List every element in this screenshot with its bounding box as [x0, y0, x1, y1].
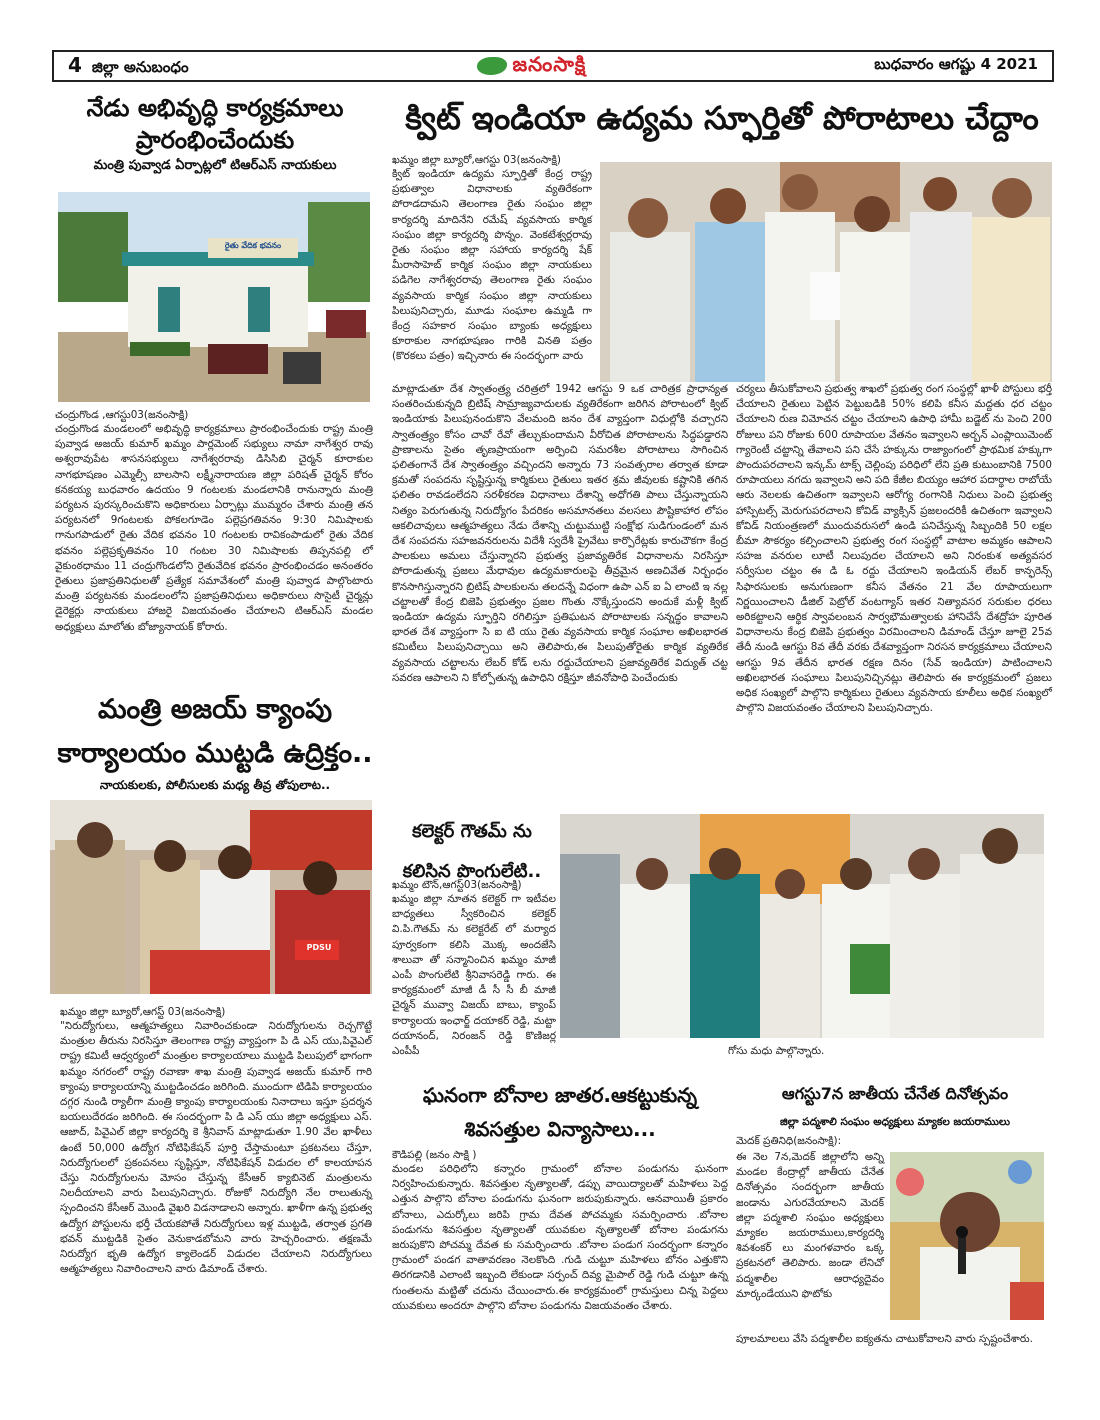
- section-name: జిల్లా అనుబంధం: [91, 57, 189, 76]
- story5-body: మండల పరిధిలోని కన్నారం గ్రామంలో బోనాల పండుగను ఘనంగా నిర్వహించుకున్నారు. శివసత్తుల నృత్యాలతో, డప్పు వాయిద్యాలతో మహిళలు పెద్ద ఎత్తున పాల్గొని బోనాల పండుగను ఘనంగా జరుపుకున్నారు. ఆనవాయితీ ప్రకారం బోనాలు, ఎదుర్కోలు జరిపి గ్రామ దేవత పోచమ్మకు సమర్పించారు .బోనాల పండుగను శివసత్తుల నృత్యాలతో యువకుల నృత్యాలతో బోనాల పండుగను జరుపుకొని పోచమ్మ దేవత కు సమర్పించారు .బోనాల పండుగ సందర్భంగా కన్నారం గ్రామంలో పండగ వాతావరణం నెలకొంది .గుడి చుట్టూ మహిళలు బోనం ఎత్తుకొని తిరగడానికి ఎలాంటి ఇబ్బంది లేకుండా సర్పంచ్ దివ్య మైపాల్ రెడ్డి గుడి చుట్టూ ఉన్న గుంతలను మట్టితో చదును చేయించారు.ఈ కార్యక్రమంలో గ్రామస్తులు చిన్న పెద్దలు యువకులు అందరూ పాల్గొని బోనాల పండుగను విజయవంతం చేశారు.: [392, 1163, 728, 1312]
- story5-headline: [392, 1078, 728, 1146]
- story6-dateline: మెదక్ ప్రతినిధి(జనంసాక్షి):: [736, 1135, 842, 1147]
- story3-body: "నిరుద్యోగులు, ఆత్మహత్యలు నివారించకుండా నిరుద్యోగులను రెచ్చగొట్టే మంత్రుల తీరును నిరసిస్తూ తెలంగాణ రాష్ట్ర వ్యాప్తంగా పి డి ఎస్ యు,పివైఎల్ రాష్ట్ర కమిటీ ఆధ్వర్యంలో మంత్రుల కార్యాలయాలు ముట్టడి పిలుపులో భాగంగా ఖమ్మం నగరంలో రాష్ట్ర రవాణా శాఖ మంత్రి పువ్వాడ అజయ్ కుమార్ గారి క్యాంపు కార్యాలయాన్ని ముట్టడించడం జరిగింది. ముందుగా టిడిపి కార్యాలయం దగ్గర నుండి ర్యాలీగా మంత్రి క్యాంపు కార్యాలయంకు నినాదాలు ఇస్తూ ప్రదర్శన బయలుదేరడం జరిగింది. ఈ సందర్భంగా పి డి ఎస్ యు జిల్లా అధ్యక్షులు ఎస్. ఆజాద్, పివైఎల్ జిల్లా కార్యదర్శి కె శ్రీనివాస్ మాట్లాడుతూ 1.90 వేల ఖాళీలు ఉంటే 50,000 ఉద్యోగ నోటిఫికేషన్ పూర్తి చేస్తామంటూ ప్రకటనలు చేస్తూ, నిరుద్యోగులలో ప్రకంపనలు సృష్టిస్తూ, నోటిఫికేషన్ విడుదల లో కాలయాపన చేస్తు నిరుద్యోగులను మోసం చేస్తున్న కేసీఆర్ క్యాబినెట్ మంత్రులను నిలదీయాలని వారు పిలుపునిచ్చారు. రోజుకో నిరుద్యోగి నేల రాలుతున్న స్పందించని కేసీఆర్ మొండి వైఖరి విడనాడాలని అన్నారు. ఖాళీగా ఉన్న ప్రభుత్వ ఉద్యోగ పోస్టులను భర్తీ చేయకపోతే నిరుద్యోగులు ఇళ్ల ముట్టడి, తర్వాత ప్రగతి భవన్ ముట్టడికి సైతం వెనుకాడబోమని వారు హెచ్చరించారు. తక్షణమే నిరుద్యోగ భృతి ఉద్యోగ క్యాలెండర్ విడుదల చేయాలని నిరుద్యోగులు ఆత్మహత్యలు నివారించాలని వారు డిమాండ్ చేశారు.: [60, 1020, 372, 1276]
- story1-headline: [55, 92, 375, 156]
- story6-subhead: జిల్లా పద్మశాలి సంఘం అధ్యక్షులు మ్యాకల జయరాములు: [779, 1116, 1011, 1128]
- story2-body-col3: చర్యలు తీసుకోవాలని ప్రభుత్వ శాఖలో ప్రభుత్వ రంగ సంస్థల్లో ఖాళీ పోస్టులు భర్తీ చేయాలని రైతులు పెట్టిన పెట్టుబడికి 50% కలిపి కనీస మద్దతు ధర చట్టం చేయాలని రుణ విమోచన చట్టం చేయాలని ఉపాధి హామీ బడ్జెట్ ను పెంచి 200 రోజులు పని రోజుకు 600 రూపాయల వేతనం ఇవ్వాలని అర్బన్ ఎంప్లాయిమెంట్ గ్యారెంటీ చట్టాన్ని తేవాలని పని చేసే హక్కును రాజ్యాంగంలో ప్రాథమిక హక్కుగా పొందుపరచాలని ఇన్కమ్ టాక్స్ చెల్లింపు పరిధిలో లేని ప్రతి కుటుంబానికి 7500 రూపాయలు నగదు ఇవ్వాలని అని పది కేజీల బియ్యం ఆహార పదార్థాల రాబోయే ఆరు నెలలకు ఉచితంగా ఇవ్వాలని ఆరోగ్య రంగానికి నిధులు పెంచి ప్రభుత్వ హాస్పిటల్స్ మెరుగుపరచాలని కోవిడ్ వ్యాక్సిన్ ప్రజలందరికీ ఉచితంగా ఇవ్వాలని కోవిడ్ నియంత్రణలో ముందువరుసలో ఉండి పనిచేస్తున్న సిబ్బందికి 50 లక్షల బీమా సౌకర్యం కల్పించాలని ప్రభుత్వ రంగ సంస్థల్లో వాటాల అమ్మకం ఆపాలని సహజ వనరుల లూటీ నిలుపుదల చేయాలని అని నిరంకుశ అత్యవసర సర్వీసుల చట్టం ఈ డి ఓ రద్దు చేయాలని ఇండియన్ లేబర్ కాన్ఫరెన్స్ సిఫారసులకు అనుగుణంగా కనీస వేతనం 21 వేల రూపాయలుగా నిర్ణయించాలని డీజిల్ పెట్రోల్ వంటగ్యాస్ ఇతర నిత్యావసర సరుకుల ధరలు అరికట్టాలని ఆర్థిక స్వావలంబన సార్వభౌమత్వాలకు హానిచేసే దేశద్రోహ పూరిత విధానాలను కేంద్ర బిజెపి ప్రభుత్వం విరమించాలని డిమాండ్ చేస్తూ జూలై 25వ తేదీ నుండి ఆగస్టు 8వ తేదీ వరకు దేశవ్యాప్తంగా నిరసన కార్యక్రమాలు చేయాలని ఆగస్టు 9వ తేదీన భారత రక్షణ దినం (సేవ్ ఇండియా) పాటించాలని అఖిలభారత సంఘాలు పిలుపునిచ్చినట్లు తెలిపారు ఈ కార్యక్రమంలో ప్రజలు అధిక సంఖ్యలో పాల్గొని కార్మికులు రైతులు వ్యవసాయ కూలీలు అధిక సంఖ్యలో పాల్గొని విజయవంతం చేయాలని పిలుపునిచ్చారు.: [736, 383, 1052, 715]
- story2-dateline: ఖమ్మం జిల్లా బ్యూరో,ఆగస్టు 03(జనంసాక్షి): [392, 154, 561, 166]
- page-info: [68, 53, 189, 80]
- story5-headline-line1: ఘనంగా బోనాల జాతర.ఆకట్టుకున్న: [422, 1083, 698, 1107]
- story1-headline-line1: నేడు అభివృద్ధి కార్యక్రమాలు: [86, 94, 344, 122]
- story2-body-col1: క్విట్ ఇండియా ఉద్యమ స్ఫూర్తితో కేంద్ర రాష్ట్ర ప్రభుత్వాల విధానాలకు వ్యతిరేకంగా పోరాడదామని తెలంగాణ రైతు సంఘం జిల్లా కార్యదర్శి మాదినేని రమేష్ వ్యవసాయ కార్మిక సంఘం జిల్లా కార్యదర్శి పొన్నం. వెంకటేశ్వర్లరావు రైతు సంఘం జిల్లా సహాయ కార్యదర్శి షేక్ మీరాసాహెబ్ కార్మిక సంఘం జిల్లా నాయకులు పడిగెల నాగేశ్వరరావు తెలంగాణ రైతు సంఘం వ్యవసాయ కార్మిక సంఘం జిల్లా నాయకులు పిలుపునిచ్చారు, మూడు సంఘాల ఉమ్మడి గా కేంద్ర సహకార సంఘం బ్యాంకు అధ్యక్షులు కూరాకుల నాగభూషణం గారికి వినతి పత్రం (కొరకలు పత్రం) ఇచ్చినారు ఈ సందర్భంగా వారు: [392, 168, 592, 363]
- story1-photo-rythu-vedika: [58, 192, 370, 402]
- story6-photo-speaker: [890, 1152, 1044, 1320]
- page-number: 4: [68, 52, 82, 77]
- telangana-map-icon: [477, 57, 507, 75]
- story5-headline-line2: శివసత్తుల విన్యాసాలు...: [464, 1117, 656, 1141]
- story3-headline-line1: మంత్రి అజయ్ క్యాంపు: [97, 694, 333, 725]
- story4-dateline: ఖమ్మం టౌన్,ఆగస్ట్03(జనంసాక్షి): [392, 879, 522, 891]
- story1-subhead: మంత్రి పువ్వాడ ఏర్పాట్లలో టిఆర్ఎస్ నాయకులు: [93, 158, 337, 173]
- paper-name: జనంసాక్షి: [512, 51, 587, 76]
- story5-dateline: కౌడిపల్లి (జనం సాక్షి ): [392, 1149, 477, 1161]
- story2-photo-memorandum: [600, 162, 1052, 382]
- story3-subhead: నాయకులకు, పోలీసులకు మధ్య తీవ్ర తోపులాట..: [99, 778, 331, 792]
- protest-banner: PDSU: [306, 943, 332, 952]
- story6-body-a: ఈ నెల 7న,మెదక్ జిల్లాలోని అన్ని మండల కేంద్రాల్లో జాతీయ చేనేత దినోత్సవం సందర్భంగా జాతీయ జండాను ఎగురవేయాలని మెదక్ జిల్లా పద్మశాలి సంఘం అధ్యక్షులు మ్యాకల జయరాములు,కార్యదర్శి శివశంకర్ లు మంగళవారం ఒక్క ప్రకటనలో తెలిపారు. జండా లేనిచో పద్మశాలీల ఆరాధ్యదైవం మార్కండేయుని ఫొటోకు: [736, 1151, 884, 1300]
- story3-headline-line2: కార్యాలయం ముట్టడి ఉద్రిక్తం..: [57, 738, 373, 769]
- story1-headline-line2: ప్రారంభించేందుకు: [135, 126, 295, 154]
- story4-body: ఖమ్మం జిల్లా నూతన కలెక్టర్ గా ఇటీవల బాధ్యతలు స్వీకరించిన కలెక్టర్ వి.పి.గౌతమ్ ను కలెక్టరేట్ లో మర్యాద పూర్వకంగా కలిసి మొక్క అందజేసి శాలువా తో సన్మానించిన ఖమ్మం మాజీ ఎంపీ పొంగులేటి శ్రీనివాసరెడ్డి గారు. ఈ కార్యక్రమంలో మాజీ డీ సీ సీ బీ మాజీ చైర్మన్ మువ్వా విజయ్ బాబు, క్యాంప్ కార్యాలయ ఇంఛార్జ్ దయాకర్ రెడ్డి, మట్టా దయానంద్, నిరంజన్ రెడ్డి కొణిజర్ల ఎంపీపీ: [392, 893, 556, 1058]
- story2-body-col2: మాట్లాడుతూ దేశ స్వాతంత్ర్య చరిత్రలో 1942 ఆగస్టు 9 ఒక చారిత్రక ప్రాధాన్యత సంతరించుకున్నది బ్రిటిష్ సామ్రాజ్యవాదులకు వ్యతిరేకంగా జరిగిన పోరాటంలో క్విట్ ఇండియాకు పిలుపునందుకొని వేలమంది జనం దేశ వ్యాప్తంగా విధుల్లోకి వచ్చారని స్వాతంత్ర్యం కోసం చావో రేవో తేల్చుకుందామని వీరోచిత పోరాటాలను సిద్ధపడ్డారని ప్రాణాలను సైతం తృణప్రాయంగా అర్పించి సమరశీల పోరాటాలు సాగించిన ఫలితంగానే దేశ స్వాతంత్ర్యం వచ్చిందని అన్నారు 73 సంవత్సరాల తర్వాత కూడా క్రమతో సంపదను సృష్టిస్తున్న కార్మికులు రైతులు ఇతర శ్రమ జీవులకు కష్టానికి తగిన ఫలితం రావడంలేదని సరళీకరణ విధానాలు దేశాన్ని అధోగతి పాలు చేస్తున్నాయని నిత్యం పెరుగుతున్న నిరుద్యోగం పేదరికం అసమానతలు వలసలు పౌష్టికాహార లోపం ఆకలిచావులు ఆత్మహత్యలు నేడు దేశాన్ని చుట్టుముట్టి సంక్షోభ సుడిగుండంలో మన దేశ సంపదను సహజవనరులను విదేశీ స్వదేశీ ప్రైవేటు కార్పొరేట్లకు కారుచౌకగా కేంద్ర పాలకులు అమలు చేస్తున్నారని ప్రభుత్వ ప్రజావ్యతిరేక విధానాలను నిరసిస్తూ పోరాడుతున్న ప్రజలు మేధావుల ఉద్యమకారులపై తీవ్రమైన అణచివేత నిర్బంధం కొనసాగిస్తున్నారని బ్రిటిష్ పాలకులను తలదన్నే విధంగా ఉపా ఎన్ ఐ ఏ లాంటి ఇ నల్ల చట్టాలతో కేంద్ర బిజెపి ప్రభుత్వం ప్రజల గొంతు నొక్కేస్తుందని అందుకే మళ్లీ క్విట్ ఇండియా ఉద్యమ స్ఫూర్తిని రగిలిస్తూ ప్రతిఘటన పోరాటాలకు సన్నద్ధం కావాలని భారత దేశ వ్యాప్తంగా సి ఐ టి యు రైతు వ్యవసాయ కార్మిక సంఘాల అఖిలభారత కమిటీలు పిలుపునిచ్చాయి అని తెలిపారు,ఈ పిలుపుతోరైతు కార్మిక వ్యతిరేక వ్యవసాయ చట్టాలను లేబర్ కోడ్ లను రద్దుచేయాలని ప్రజావ్యతిరేక విద్యుత్ చట్ట సవరణ ఆపాలని ని కోల్పోతున్న ఉపాధిని రక్షిస్తూ జీవనోపాధి పెంచేందుకు: [392, 383, 728, 684]
- story6-headline: ఆగస్టు7న జాతీయ చేనేత దినోత్సవం: [781, 1084, 1009, 1103]
- story1-body: చంద్రుగొండ మండలంలో అభివృద్ధి కార్యక్రమాలు ప్రారంభించేందుకు రాష్ట్ర మంత్రి పువ్వాడ అజయ్ కుమార్ ఖమ్మం పార్లమెంట్ సభ్యులు నామా నాగేశ్వర రావు అశ్వరావుపేట శాసనసభ్యులు నాగేశ్వరరావు డిసిసిబి చైర్మన్ కూరాకుల నాగభూషణం ఎమ్మెల్సీ బాలసాని లక్ష్మీనారాయణ జిల్లా పరిషత్ చైర్మన్ కోరం కనకయ్య బుధవారం ఉదయం 9 గంటలకు మండలానికి రానున్నారు మంత్రి పర్యటన పురస్కరించుకొని అధికారులు ఏర్పాట్లు ముమ్మరం చేశారు మంత్రి తన పర్యటనలో 9గంటలకు పోకలగూడెం పల్లెప్రగతివనం 9:30 నిమిషాలకు గానుగపాడులో రైతు వేదిక భవనం 10 గంటలకు రావికంపాడులో రైతు వేదిక భవనం పల్లెప్రకృతివనం 10 గంటల 30 నిమిషాలకు తిప్పనపల్లి లో వైకుంఠధామం 11 చంద్రుగొండలోని రైతువేదిక భవనం ప్రారంభించడం అనంతరం రైతులు ప్రజాప్రతినిధులతో ప్రత్యేక సమావేశంలో మంత్రి పువ్వాడ పాల్గొంటారు మంత్రి పర్యటనకు మండలంలోని ప్రజాప్రతినిధులు అధికారులు సొసైటీ చైర్మన్లు డైరెక్టర్లు నాయకులు హాజరై విజయవంతం చేయాలని టిఆర్ఎస్ మండల అధ్యక్షులు మాలోతు బోజ్యానాయక్ కోరారు.: [55, 423, 373, 633]
- story4-headline-line1: కలెక్టర్ గౌతమ్ ను: [412, 821, 532, 842]
- story4-photo-collector-meeting: [560, 814, 1044, 1038]
- issue-date: బుధవారం ఆగష్టు 4 2021: [874, 55, 1038, 73]
- paper-logo: [477, 52, 587, 81]
- story1-dateline: చంద్రుగొండ ,ఆగస్టు03(జనంసాక్షి): [55, 409, 189, 421]
- story4-caption-tail: గోసు మధు పాల్గొన్నారు.: [728, 1045, 825, 1057]
- story6-body-b: పూలమాలలు వేసి పద్మశాలీల ఐక్యతను చాటుకోవాలని వారు స్పష్టంచేశారు.: [736, 1333, 1033, 1345]
- story2-headline: క్విట్ ఇండియా ఉద్యమ స్ఫూర్తితో పోరాటాలు చేద్దాం: [405, 99, 1039, 137]
- story3-headline: [55, 688, 375, 776]
- building-sign: రైతు వేదిక భవనం: [224, 241, 282, 250]
- masthead: [52, 50, 1054, 82]
- story4-headline-line2: కలిసిన పొంగులేటి..: [402, 861, 542, 882]
- story3-photo-protest: [50, 800, 372, 994]
- story3-dateline: ఖమ్మం జిల్లా బ్యూరో,ఆగస్ట్ 03(జనంసాక్షి): [60, 1006, 226, 1018]
